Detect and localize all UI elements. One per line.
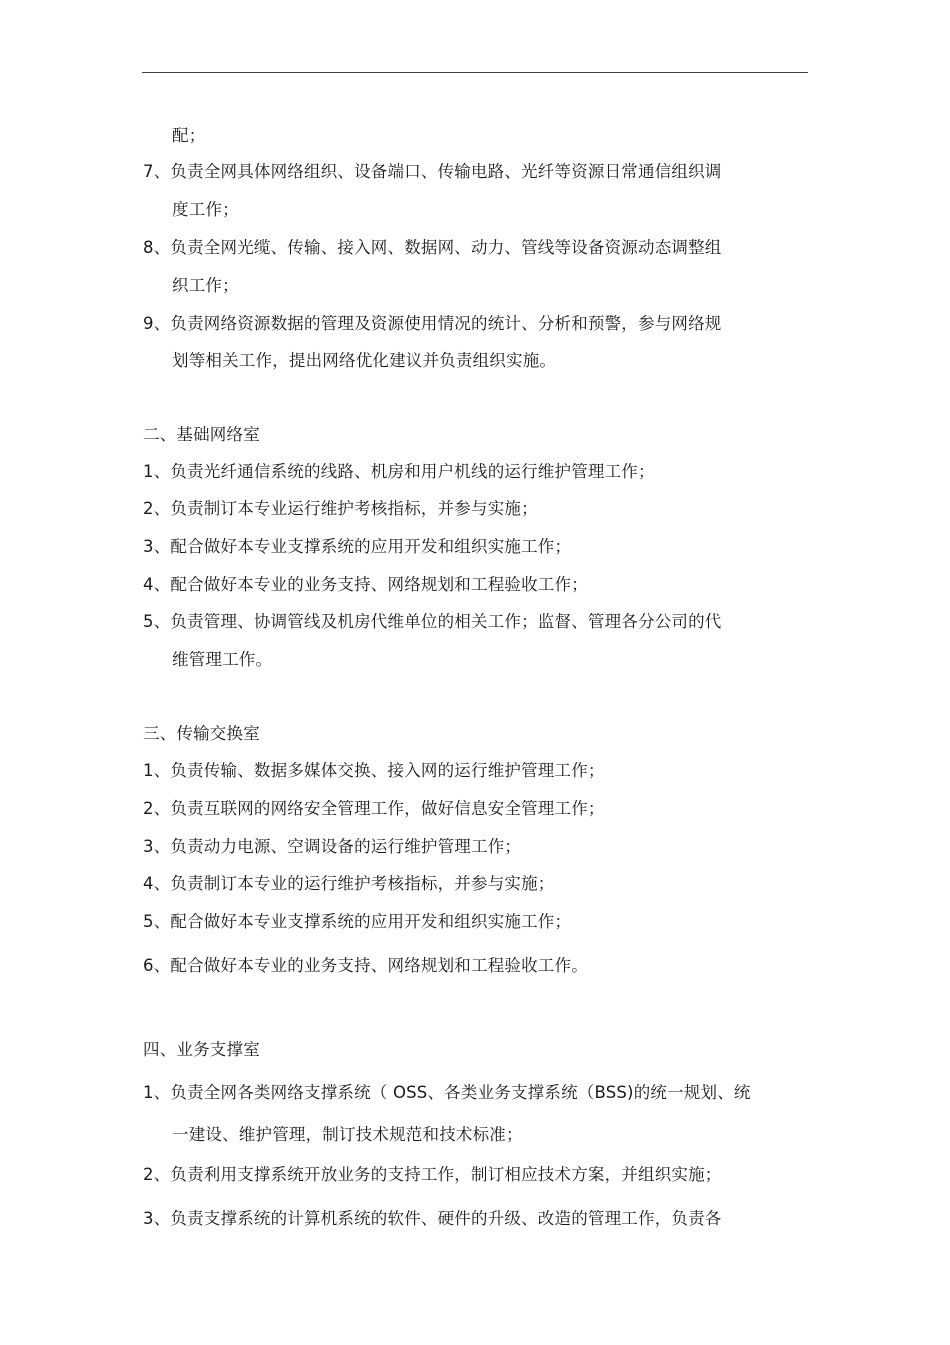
paragraph-line: 3、负责支撑系统的计算机系统的软件、硬件的升级、改造的管理工作，负责各 [143,1209,722,1228]
paragraph-line: 2、负责互联网的网络安全管理工作，做好信息安全管理工作； [143,799,605,818]
paragraph-line: 4、配合做好本专业的业务支持、网络规划和工程验收工作； [143,575,588,594]
paragraph-continuation-line: 划等相关工作，提出网络优化建议并负责组织实施。 [172,351,557,370]
paragraph-line: 1、负责光纤通信系统的线路、机房和用户机线的运行维护管理工作； [143,462,655,481]
paragraph-line: 1、负责传输、数据多媒体交换、接入网的运行维护管理工作； [143,761,605,780]
paragraph-line: 四、业务支撑室 [143,1040,260,1059]
paragraph-line: 9、负责网络资源数据的管理及资源使用情况的统计、分析和预警，参与网络规 [143,314,722,333]
paragraph-line: 二、基础网络室 [143,425,260,444]
paragraph-line: 8、负责全网光缆、传输、接入网、数据网、动力、管线等设备资源动态调整组 [143,238,722,257]
paragraph-line: 5、负责管理、协调管线及机房代维单位的相关工作；监督、管理各分公司的代 [143,612,722,631]
paragraph-line: 6、配合做好本专业的业务支持、网络规划和工程验收工作。 [143,956,588,975]
paragraph-line: 2、负责制订本专业运行维护考核指标，并参与实施； [143,499,538,518]
paragraph-line: 三、传输交换室 [143,724,260,743]
paragraph-line: 7、负责全网具体网络组织、设备端口、传输电路、光纤等资源日常通信组织调 [143,162,722,181]
paragraph-line: 4、负责制订本专业的运行维护考核指标，并参与实施； [143,874,555,893]
paragraph-continuation-line: 织工作； [172,276,239,295]
paragraph-continuation-line: 度工作； [172,200,239,219]
paragraph-line: 1、负责全网各类网络支撑系统（ OSS、各类业务支撑系统（BSS)的统一规划、统 [143,1083,751,1102]
paragraph-continuation-line: 一建设、维护管理，制订技术规范和技术标准； [172,1125,523,1144]
paragraph-continuation-line: 维管理工作。 [172,650,273,669]
paragraph-line: 3、配合做好本专业支撑系统的应用开发和组织实施工作； [143,537,572,556]
paragraph-line: 2、负责利用支撑系统开放业务的支持工作，制订相应技术方案，并组织实施； [143,1165,722,1184]
paragraph-line: 3、负责动力电源、空调设备的运行维护管理工作； [143,837,522,856]
paragraph-continuation-line: 配； [172,126,206,145]
header-rule [142,72,808,73]
paragraph-line: 5、配合做好本专业支撑系统的应用开发和组织实施工作； [143,912,572,931]
